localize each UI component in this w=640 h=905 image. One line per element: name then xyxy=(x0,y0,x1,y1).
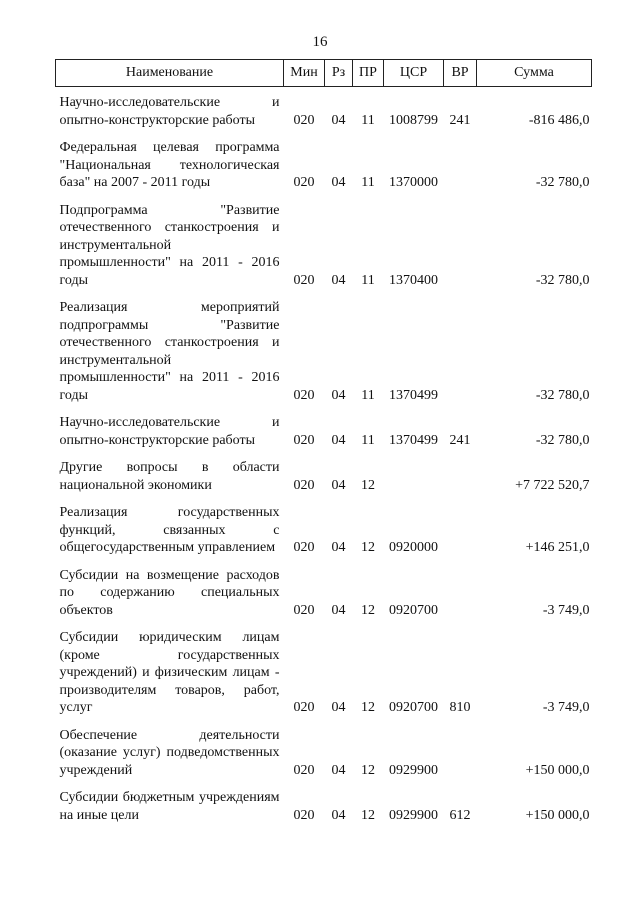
row-rz: 04 xyxy=(331,272,346,288)
table-row xyxy=(56,135,592,198)
row-csr: 1370000 xyxy=(389,175,438,190)
row-name: Субсидии бюджетным учреждениям на иные цели xyxy=(59,790,280,823)
row-rz: 04 xyxy=(331,540,346,555)
page-number: 16 xyxy=(312,34,328,50)
row-name: Субсидии на возмещение расходов по содержанию специальных объектов xyxy=(59,567,280,618)
table-row xyxy=(56,625,592,723)
row-sum: -32 780,0 xyxy=(535,272,590,288)
row-min: 020 xyxy=(293,272,315,288)
row-name: Реализация государственных функций, связанных с общегосударственным управлением xyxy=(59,505,280,555)
row-sum: -32 780,0 xyxy=(535,387,590,403)
row-min: 020 xyxy=(293,700,315,715)
row-pr: 11 xyxy=(361,387,375,403)
row-name: Субсидии юридическим лицам (кроме государственных учреждений) и физическим лицам - производителям товаров, работ, услуг xyxy=(59,630,280,715)
header-rz: Рз xyxy=(325,60,353,87)
row-name: Научно-исследовательские и опытно-конструкторские работы xyxy=(59,415,280,448)
row-pr: 12 xyxy=(361,540,375,555)
row-rz: 04 xyxy=(331,112,346,128)
header-min: Мин xyxy=(284,60,325,87)
row-csr: 0920700 xyxy=(389,700,438,715)
row-csr: 0929900 xyxy=(389,762,438,778)
table-row xyxy=(56,563,592,626)
table-row xyxy=(56,723,592,786)
table-row xyxy=(56,410,592,455)
row-pr: 11 xyxy=(361,432,375,448)
row-name: Подпрограмма "Развитие отечественного станкостроения и инструментальной промышленности" на 2011 - 2016 годы xyxy=(59,202,280,288)
row-min: 020 xyxy=(293,112,315,128)
row-vr xyxy=(444,198,477,296)
table-body xyxy=(56,87,592,831)
row-name: Обеспечение деятельности (оказание услуг) подведомственных учреждений xyxy=(59,727,280,778)
row-min: 020 xyxy=(293,477,315,493)
row-pr: 11 xyxy=(361,112,375,128)
row-pr: 12 xyxy=(361,807,375,823)
table-row xyxy=(56,500,592,563)
row-sum: -3 749,0 xyxy=(542,700,590,715)
header-vr: ВР xyxy=(444,60,477,87)
row-pr: 12 xyxy=(361,700,375,715)
header-pr: ПР xyxy=(353,60,384,87)
row-min: 020 xyxy=(293,602,315,618)
row-vr xyxy=(444,295,477,410)
row-pr: 11 xyxy=(361,272,375,288)
row-min: 020 xyxy=(293,432,315,448)
row-sum: -32 780,0 xyxy=(535,432,590,448)
row-rz: 04 xyxy=(331,762,346,778)
row-csr: 1370400 xyxy=(389,272,438,288)
table-row xyxy=(56,87,592,136)
row-csr: 1008799 xyxy=(389,112,438,128)
row-rz: 04 xyxy=(331,432,346,448)
table-row xyxy=(56,295,592,410)
row-vr: 241 xyxy=(449,432,471,448)
row-csr: 0920700 xyxy=(389,602,438,618)
row-vr xyxy=(444,723,477,786)
row-vr: 241 xyxy=(449,112,471,128)
row-csr: 0929900 xyxy=(389,807,438,823)
row-rz: 04 xyxy=(331,387,346,403)
row-name: Реализация мероприятий подпрограммы "Развитие отечественного станкостроения и инструментальной промышленности" на 2011 - 2016 годы xyxy=(59,300,280,403)
row-csr: 1370499 xyxy=(389,432,438,448)
header-sum: Сумма xyxy=(477,60,592,87)
row-pr: 11 xyxy=(361,175,375,190)
row-rz: 04 xyxy=(331,175,346,190)
row-vr xyxy=(444,455,477,500)
row-min: 020 xyxy=(293,175,315,190)
row-pr: 12 xyxy=(361,762,375,778)
header-csr: ЦСР xyxy=(384,60,444,87)
row-min: 020 xyxy=(293,540,315,555)
row-vr xyxy=(444,135,477,198)
row-rz: 04 xyxy=(331,807,346,823)
budget-table xyxy=(55,59,592,830)
row-rz: 04 xyxy=(331,700,346,715)
row-csr: 1370499 xyxy=(389,387,438,403)
row-vr xyxy=(444,500,477,563)
row-vr xyxy=(444,563,477,626)
row-csr xyxy=(384,455,444,500)
row-name: Федеральная целевая программа "Национальная технологическая база" на 2007 - 2011 годы xyxy=(59,140,280,190)
row-sum: -3 749,0 xyxy=(542,602,590,618)
row-sum: +146 251,0 xyxy=(525,540,590,555)
row-pr: 12 xyxy=(361,602,375,618)
row-sum: +150 000,0 xyxy=(525,807,590,823)
row-sum: -816 486,0 xyxy=(528,112,590,128)
header-row xyxy=(56,60,592,87)
row-rz: 04 xyxy=(331,602,346,618)
table-header xyxy=(56,60,592,87)
table-row xyxy=(56,455,592,500)
row-min: 020 xyxy=(293,807,315,823)
row-min: 020 xyxy=(293,762,315,778)
table-row xyxy=(56,785,592,830)
row-name: Научно-исследовательские и опытно-конструкторские работы xyxy=(59,95,280,128)
row-csr: 0920000 xyxy=(389,540,438,555)
row-min: 020 xyxy=(293,387,315,403)
row-vr: 612 xyxy=(449,807,471,823)
row-pr: 12 xyxy=(361,477,375,493)
row-rz: 04 xyxy=(331,477,346,493)
header-name: Наименование xyxy=(56,60,284,87)
row-sum: +150 000,0 xyxy=(525,762,590,778)
row-vr: 810 xyxy=(449,700,471,715)
row-name: Другие вопросы в области национальной экономики xyxy=(59,460,280,493)
row-sum: +7 722 520,7 xyxy=(515,477,590,493)
row-sum: -32 780,0 xyxy=(535,175,590,190)
table-row xyxy=(56,198,592,296)
